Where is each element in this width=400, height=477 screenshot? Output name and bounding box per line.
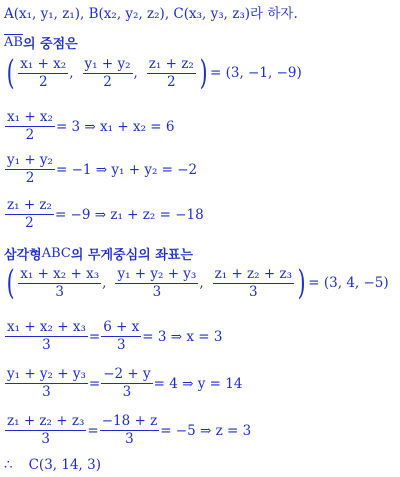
fraction (101, 320, 141, 353)
numerator: z₁ + z₂ (7, 197, 52, 213)
fraction (5, 414, 86, 447)
denominator: 2 (25, 170, 35, 186)
centroid-heading-text: 의 무게중심의 좌표는 (70, 248, 193, 263)
equals: = (87, 422, 99, 439)
equals: = (88, 328, 101, 345)
denominator: 3 (55, 283, 64, 300)
equation-rest: = −5 ⇒ z = 3 (160, 422, 252, 439)
centroid-z-equation (4, 414, 251, 447)
fraction (18, 57, 68, 90)
fraction (18, 267, 101, 300)
denominator: 3 (122, 384, 132, 400)
centroid-heading (4, 244, 193, 263)
denominator: 2 (166, 73, 176, 90)
fraction (115, 267, 198, 300)
final-answer (4, 457, 101, 473)
numerator: −2 + y (103, 366, 151, 382)
equation-z (4, 198, 204, 231)
comma: , (102, 275, 107, 291)
denominator: 3 (42, 337, 51, 353)
denominator: 3 (125, 431, 134, 447)
triangle-label: ABC (41, 246, 71, 261)
centroid-x-equation (4, 320, 222, 353)
fraction (213, 267, 294, 300)
midpoint-result: = (3, −1, −9) (210, 65, 302, 81)
numerator: −18 + z (101, 413, 158, 429)
equation-rest: = 3 ⇒ x = 3 (142, 328, 223, 345)
equation-rest: = 4 ⇒ y = 14 (153, 375, 243, 392)
centroid-result: = (3, 4, −5) (308, 275, 389, 291)
centroid-equation (4, 263, 389, 303)
comma: , (199, 275, 204, 291)
equation-rest: = −9 ⇒ z₁ + z₂ = −18 (54, 206, 204, 223)
segment-ab: $\overline{AB}$ (4, 35, 23, 50)
denominator: 2 (25, 215, 34, 231)
denominator: 3 (152, 283, 162, 300)
intro-text: A(x₁, y₁, z₁), B(x₂, y₂, z₂), C(x₃, y₃, z₃)라 하자. (4, 6, 298, 22)
denominator: 2 (25, 127, 35, 143)
numerator: x₁ + x₂ (7, 109, 53, 125)
denominator: 3 (116, 337, 126, 353)
equation-rest: = 3 ⇒ x₁ + x₂ = 6 (55, 118, 175, 135)
numerator: y₁ + y₂ + y₃ (117, 265, 197, 282)
numerator: x₁ + x₂ + x₃ (7, 319, 86, 335)
denominator: 2 (38, 73, 48, 90)
fraction (5, 153, 55, 186)
numerator: z₁ + z₂ + z₃ (7, 413, 85, 429)
left-paren: ( (6, 53, 15, 93)
fraction (100, 414, 160, 447)
equation-y (4, 153, 197, 186)
equation-rest: = −1 ⇒ y₁ + y₂ = −2 (55, 161, 198, 178)
right-paren: ) (199, 53, 208, 93)
numerator: z₁ + z₂ (148, 55, 194, 72)
fraction (101, 367, 152, 400)
denominator: 3 (41, 431, 50, 447)
midpoint-equation (4, 53, 302, 93)
left-paren: ( (6, 263, 15, 303)
midpoint-heading-text: 의 중점은 (22, 37, 78, 52)
fraction (5, 110, 55, 143)
numerator: x₁ + x₂ + x₃ (20, 265, 100, 282)
comma: , (69, 65, 74, 81)
equation-x (4, 110, 174, 143)
fraction (5, 320, 88, 353)
fraction (5, 198, 54, 231)
right-paren: ) (297, 263, 306, 303)
fraction (5, 367, 88, 400)
denominator: 3 (42, 384, 51, 400)
numerator: x₁ + x₂ (20, 55, 67, 72)
denominator: 3 (249, 283, 258, 300)
numerator: y₁ + y₂ (7, 152, 53, 168)
fraction (83, 57, 133, 90)
numerator: y₁ + y₂ + y₃ (7, 366, 86, 382)
fraction (147, 57, 196, 90)
numerator: z₁ + z₂ + z₃ (214, 265, 293, 282)
final-point: C(3, 14, 3) (28, 457, 101, 473)
denominator: 2 (103, 73, 112, 90)
therefore-symbol: ∴ (4, 457, 13, 473)
midpoint-heading (4, 33, 78, 52)
equals: = (88, 375, 101, 392)
numerator: 6 + x (103, 319, 140, 335)
centroid-heading-text: 삼각형 (4, 248, 42, 263)
intro-line (4, 2, 298, 22)
centroid-y-equation (4, 367, 242, 400)
comma: , (133, 65, 138, 81)
numerator: y₁ + y₂ (84, 55, 131, 72)
